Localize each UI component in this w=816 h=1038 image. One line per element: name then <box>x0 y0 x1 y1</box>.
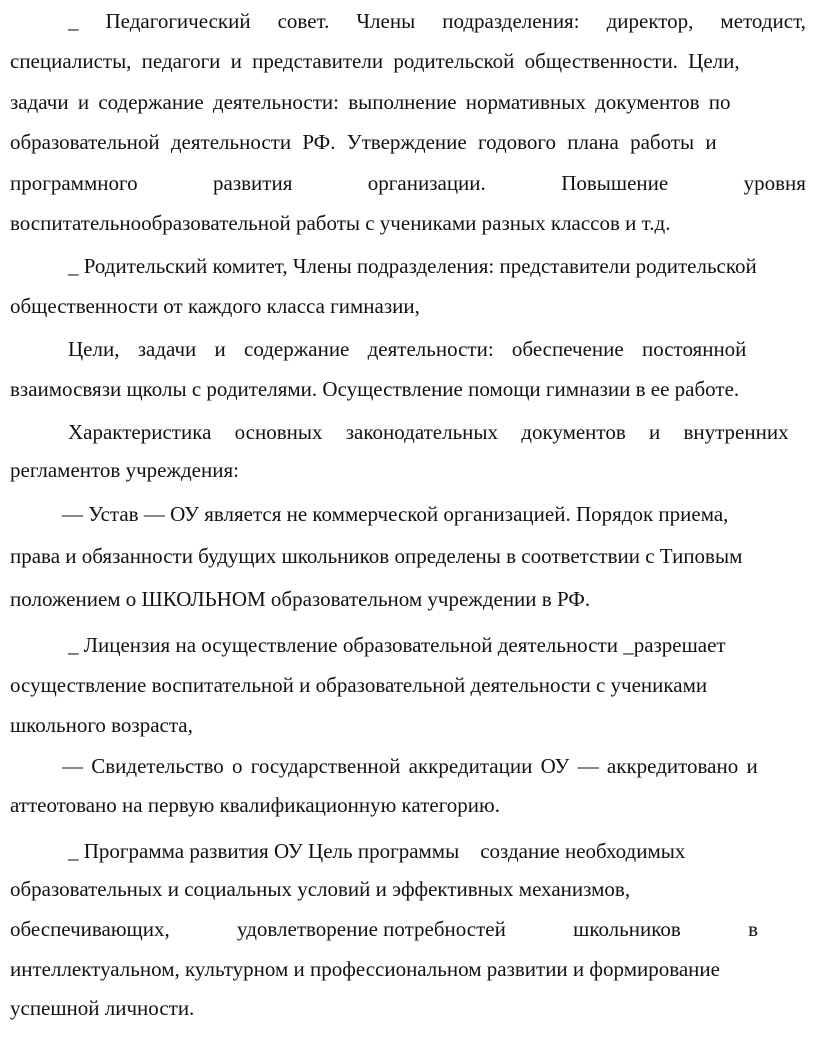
word: директор, <box>606 9 694 33</box>
paragraph-3-line-2: взаимосвязи щколы с родителями. Осуществление помощи гимназии в ее работе. <box>10 377 740 401</box>
word: в <box>748 917 758 941</box>
paragraph-8-line-2: образовательных и социальных условий и эффективных механизмов, <box>10 877 631 901</box>
paragraph-7-line-1: — Свидетельство о государственной аккредитации ОУ — аккредитовано и <box>62 754 758 778</box>
paragraph-8-line-4: интеллектуальном, культурном и профессиональном развитии и формирование <box>10 957 720 981</box>
word: подразделения: <box>442 9 580 33</box>
word: Педагогический <box>105 9 251 33</box>
word: Повышение <box>561 171 669 195</box>
word: методист, <box>720 9 806 33</box>
word: школьников <box>573 917 681 941</box>
word: уровня <box>743 171 806 195</box>
word: совет. <box>277 9 330 33</box>
paragraph-5-line-3: положением о ШКОЛЬНОМ образовательном учреждении в РФ. <box>10 587 591 611</box>
paragraph-6-line-1: _ Лицензия на осуществление образовательной деятельности _разрешает <box>68 633 726 657</box>
paragraph-1-line-1 <box>68 8 806 34</box>
word: обеспечивающих, <box>10 917 170 941</box>
paragraph-3-line-1: Цели, задачи и содержание деятельности: обеспечение постоянной <box>68 337 747 361</box>
paragraph-1-line-3: задачи и содержание деятельности: выполнение нормативных документов по <box>10 90 731 114</box>
paragraph-6-line-3: школьного возраста, <box>10 713 193 737</box>
word: удовлетворение потребностей <box>237 917 506 941</box>
paragraph-5-line-2: права и обязанности будущих школьников определены в соответствии с Типовым <box>10 544 743 568</box>
paragraph-2-line-2: общественности от каждого класса гимназии, <box>10 294 420 318</box>
paragraph-7-line-2: аттеотовано на первую квалификационную категорию. <box>10 793 500 817</box>
paragraph-4-line-2: регламентов учреждения: <box>10 458 239 482</box>
paragraph-6-line-2: осуществление воспитательной и образовательной деятельности с учениками <box>10 673 708 697</box>
word: программного <box>10 171 138 195</box>
word: _ <box>68 9 79 33</box>
paragraph-4-line-1: Характеристика основных законодательных документов и внутренних <box>68 420 789 444</box>
word: организации. <box>367 171 486 195</box>
paragraph-8-line-5: успешной личности. <box>10 996 195 1020</box>
paragraph-2-line-1: _ Родительский комитет, Члены подразделения: представители родительской <box>68 254 757 278</box>
word: развития <box>213 171 293 195</box>
paragraph-8-line-1: _ Программа развития ОУ Цель программы создание необходимых <box>68 839 686 863</box>
paragraph-5-line-1: — Устав — ОУ является не коммерческой организацией. Порядок приема, <box>62 502 729 526</box>
paragraph-8-line-3 <box>10 916 758 942</box>
paragraph-1-line-2: специалисты, педагоги и представители родительской общественности. Цели, <box>10 49 740 73</box>
paragraph-1-line-5 <box>10 170 806 196</box>
paragraph-1-line-6: воспитательнообразовательной работы с учениками разных классов и т.д. <box>10 211 671 235</box>
paragraph-1-line-4: образовательной деятельности РФ. Утверждение годового плана работы и <box>10 130 717 154</box>
word: Члены <box>356 9 416 33</box>
text-line <box>68 8 806 34</box>
